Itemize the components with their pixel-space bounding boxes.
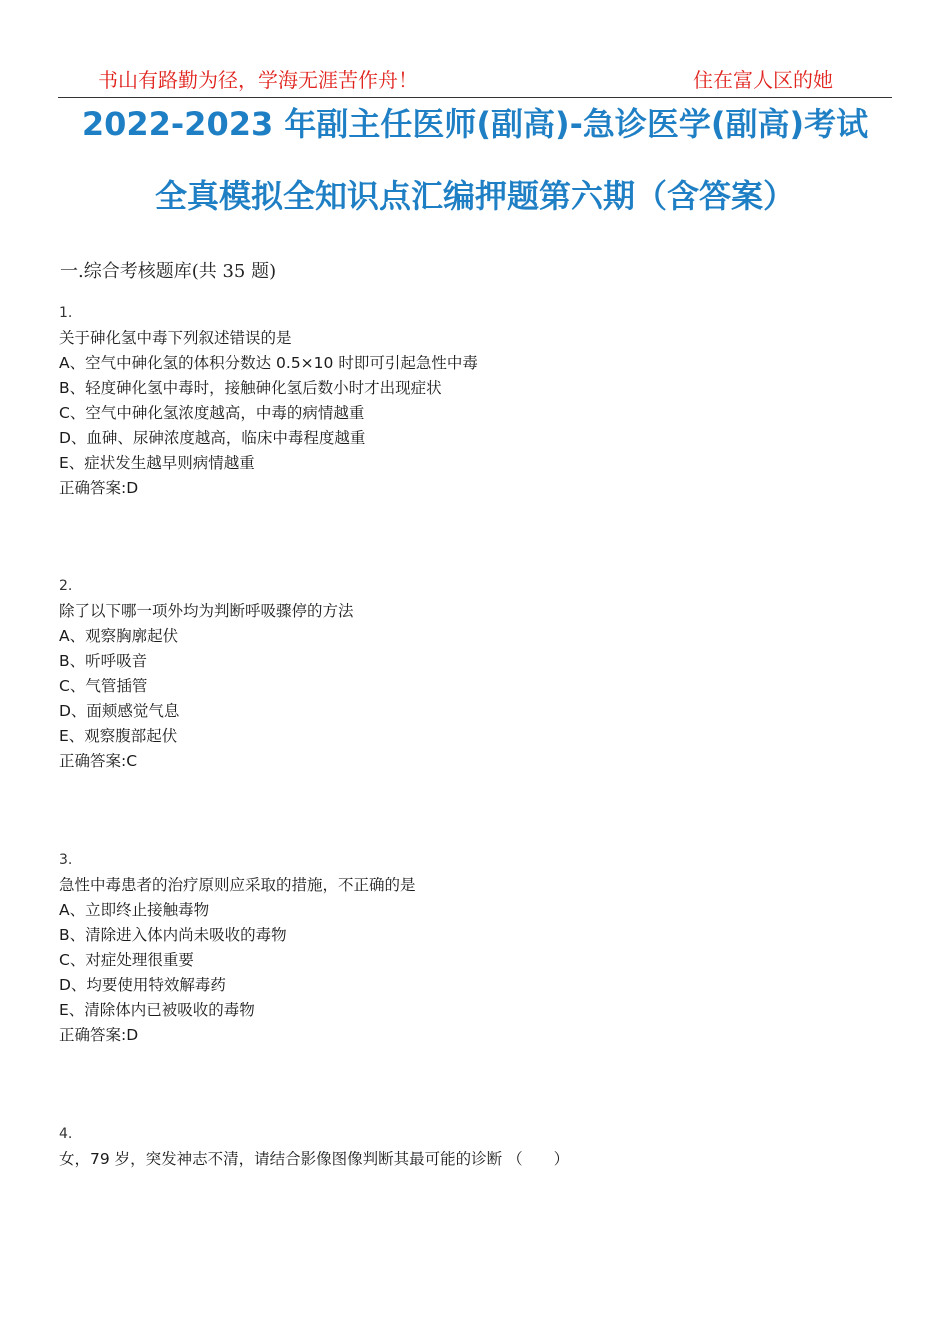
correct-answer: 正确答案:D [59,1026,139,1044]
option-e: E、症状发生越早则病情越重 [59,454,255,472]
option-b: B、听呼吸音 [59,652,148,670]
section-title: 一.综合考核题库(共 35 题) [60,261,277,282]
header-divider [58,97,892,98]
question-number: 3. [59,852,73,868]
header-motto-left: 书山有路勤为径，学海无涯苦作舟！ [98,68,418,92]
option-b: B、轻度砷化氢中毒时，接触砷化氢后数小时才出现症状 [59,379,442,397]
correct-answer: 正确答案:C [59,752,138,770]
option-b: B、清除进入体内尚未吸收的毒物 [59,926,287,944]
correct-answer: 正确答案:D [59,479,139,497]
question-stem: 急性中毒患者的治疗原则应采取的措施，不正确的是 [59,876,416,894]
option-d: D、均要使用特效解毒药 [59,976,226,994]
option-a: A、立即终止接触毒物 [59,901,210,919]
option-c: C、空气中砷化氢浓度越高，中毒的病情越重 [59,404,365,422]
question-number: 2. [59,578,73,594]
option-e: E、清除体内已被吸收的毒物 [59,1001,255,1019]
option-a: A、观察胸廓起伏 [59,627,179,645]
option-c: C、对症处理很重要 [59,951,194,969]
question-1 [59,301,879,501]
option-d: D、血砷、尿砷浓度越高，临床中毒程度越重 [59,429,366,447]
question-number: 4. [59,1126,73,1142]
question-4 [59,1122,879,1172]
question-stem: 除了以下哪一项外均为判断呼吸骤停的方法 [59,602,354,620]
header-motto-right: 住在富人区的她 [693,68,833,92]
document-title-line-2: 全真模拟全知识点汇编押题第六期（含答案） [154,177,795,215]
question-2 [59,574,879,774]
document-title-line-1: 2022-2023 年副主任医师(副高)-急诊医学(副高)考试 [81,105,869,143]
option-d: D、面颊感觉气息 [59,702,180,720]
question-stem: 关于砷化氢中毒下列叙述错误的是 [59,329,292,347]
question-3 [59,848,879,1048]
option-c: C、气管插管 [59,677,148,695]
question-number: 1. [59,305,73,321]
option-e: E、观察腹部起伏 [59,727,178,745]
question-stem: 女，79 岁，突发神志不清，请结合影像图像判断其最可能的诊断 （ ） [59,1150,570,1168]
option-a: A、空气中砷化氢的体积分数达 0.5×10 时即可引起急性中毒 [59,354,478,372]
